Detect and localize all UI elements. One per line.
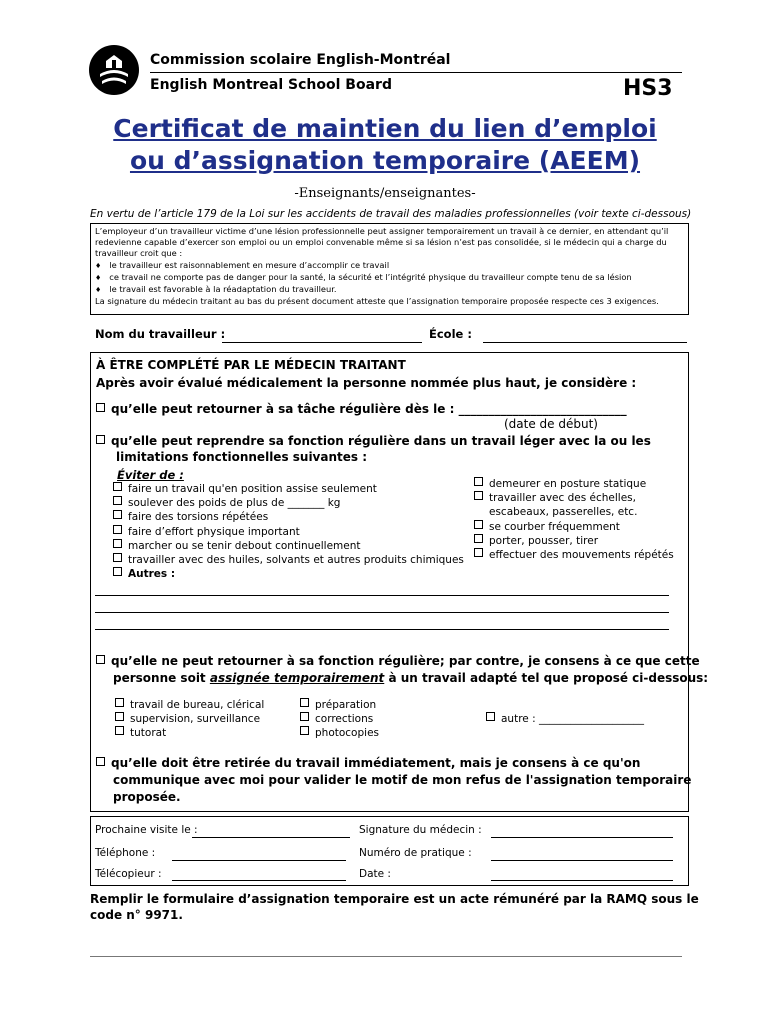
worker-name-field[interactable] bbox=[222, 342, 422, 343]
list-item: supervision, surveillance bbox=[115, 712, 264, 726]
option-return-regular: qu’elle peut retourner à sa tâche régulière dès le : ____________________________ bbox=[96, 402, 627, 416]
list-item: travailler avec des échelles, bbox=[474, 491, 674, 505]
next-visit-field[interactable] bbox=[192, 837, 350, 838]
form-code: HS3 bbox=[623, 76, 673, 101]
subtitle: -Enseignants/enseignantes- bbox=[294, 186, 476, 201]
list-item: se courber fréquemment bbox=[474, 520, 674, 534]
checkbox[interactable] bbox=[113, 567, 122, 576]
signature-label: Signature du médecin : bbox=[359, 824, 482, 836]
checkbox[interactable] bbox=[115, 726, 124, 735]
list-item: Autres : bbox=[113, 567, 464, 581]
checkbox[interactable] bbox=[115, 712, 124, 721]
signature-field[interactable] bbox=[491, 837, 673, 838]
header-rule bbox=[150, 72, 682, 73]
checkbox[interactable] bbox=[96, 655, 105, 664]
date-field[interactable] bbox=[491, 880, 673, 881]
fax-label: Télécopieur : bbox=[95, 868, 162, 880]
option-temporary-assignment: qu’elle ne peut retourner à sa fonction régulière; par contre, je consens à ce que cette personne soit assignée temporairement à un travail adapté tel que proposé ci-dessous: bbox=[96, 653, 708, 687]
phone-label: Téléphone : bbox=[95, 847, 156, 859]
list-item: tutorat bbox=[115, 726, 264, 740]
list-item: effectuer des mouvements répétés bbox=[474, 548, 674, 562]
org-name-fr: Commission scolaire English-Montréal bbox=[150, 52, 451, 68]
date-label: Date : bbox=[359, 868, 391, 880]
checkbox[interactable] bbox=[300, 698, 309, 707]
checkbox[interactable] bbox=[113, 496, 122, 505]
checkbox[interactable] bbox=[474, 520, 483, 529]
list-item: soulever des poids de plus de _______ kg bbox=[113, 496, 464, 510]
bottom-rule bbox=[90, 956, 682, 957]
checkbox[interactable] bbox=[96, 403, 105, 412]
checkbox[interactable] bbox=[474, 548, 483, 557]
intro-paragraph: L’employeur d’un travailleur victime d’une lésion professionnelle peut assigner temporairement un travail à ce dernier, en attendant qu’il redevienne capable d’exercer son emploi ou un emploi convenable même si sa lésion n’est pas consolidée, si le médecin qui a charge du travailleur croit que : bbox=[95, 226, 669, 259]
others-line-2[interactable] bbox=[95, 612, 669, 613]
practice-number-label: Numéro de pratique : bbox=[359, 847, 472, 859]
emphasis-text: assignée temporairement bbox=[209, 671, 385, 685]
checkbox[interactable] bbox=[113, 510, 122, 519]
list-item: porter, pousser, tirer bbox=[474, 534, 674, 548]
list-item: faire d’effort physique important bbox=[113, 525, 464, 539]
list-item: marcher ou se tenir debout continuellement bbox=[113, 539, 464, 553]
org-name-en: English Montreal School Board bbox=[150, 77, 392, 93]
list-item: préparation bbox=[300, 698, 379, 712]
doctor-heading: À ÊTRE COMPLÉTÉ PAR LE MÉDECIN TRAITANT bbox=[96, 358, 406, 372]
checkbox[interactable] bbox=[474, 477, 483, 486]
assign-col-1 bbox=[115, 698, 264, 740]
avoid-left-list bbox=[113, 482, 464, 581]
school-board-logo bbox=[88, 44, 140, 96]
next-visit-label: Prochaine visite le : bbox=[95, 824, 198, 836]
list-item: faire un travail qu'en position assise seulement bbox=[113, 482, 464, 496]
worker-name-label: Nom du travailleur : bbox=[95, 327, 226, 341]
intro-closing: La signature du médecin traitant au bas du présent document atteste que l’assignation temporaire proposée respecte ces 3 exigences. bbox=[95, 296, 659, 307]
list-item-continuation: escabeaux, passerelles, etc. bbox=[489, 506, 638, 519]
checkbox[interactable] bbox=[115, 698, 124, 707]
title-line-2: ou d’assignation temporaire (AEEM) bbox=[129, 146, 641, 175]
list-item: faire des torsions répétées bbox=[113, 510, 464, 524]
checkbox[interactable] bbox=[486, 712, 495, 721]
assign-col-2 bbox=[300, 698, 379, 740]
legal-reference: En vertu de l’article 179 de la Loi sur les accidents de travail des maladies professionnelles (voir texte ci-dessous) bbox=[90, 208, 692, 220]
start-date-note: (date de début) bbox=[504, 417, 598, 431]
list-item: travailler avec des huiles, solvants et autres produits chimiques bbox=[113, 553, 464, 567]
list-item: demeurer en posture statique bbox=[474, 477, 674, 491]
checkbox[interactable] bbox=[300, 726, 309, 735]
avoid-right-list bbox=[474, 477, 674, 562]
checkbox[interactable] bbox=[113, 539, 122, 548]
doctor-section-box bbox=[90, 352, 689, 812]
school-label: École : bbox=[429, 327, 472, 341]
start-date-field[interactable]: ____________________________ bbox=[458, 402, 627, 416]
option-light-work: qu’elle peut reprendre sa fonction régulière dans un travail léger avec la ou les limitations fonctionnelles suivantes : bbox=[96, 433, 651, 465]
intro-bullet: ♦ le travailleur est raisonnablement en mesure d’accomplir ce travail bbox=[95, 259, 390, 270]
intro-bullet: ♦ le travail est favorable à la réadaptation du travailleur. bbox=[95, 284, 337, 295]
assign-other: autre : ____________________ bbox=[486, 712, 644, 725]
checkbox[interactable] bbox=[474, 534, 483, 543]
avoid-label: Éviter de : bbox=[117, 468, 184, 482]
ramq-note: Remplir le formulaire d’assignation temporaire est un acte rémunéré par la RAMQ sous le code n° 9971. bbox=[90, 892, 699, 922]
fax-field[interactable] bbox=[172, 880, 346, 881]
list-item: travail de bureau, clérical bbox=[115, 698, 264, 712]
title-line-1: Certificat de maintien du lien d’emploi bbox=[113, 114, 657, 143]
checkbox[interactable] bbox=[113, 525, 122, 534]
list-item: corrections bbox=[300, 712, 379, 726]
checkbox[interactable] bbox=[96, 757, 105, 766]
intro-bullet: ♦ ce travail ne comporte pas de danger pour la santé, la sécurité et l’intégrité physique du travailleur compte tenu de sa lésion bbox=[95, 271, 632, 282]
checkbox[interactable] bbox=[113, 482, 122, 491]
practice-number-field[interactable] bbox=[491, 860, 673, 861]
checkbox[interactable] bbox=[113, 553, 122, 562]
intro-box bbox=[90, 223, 689, 315]
checkbox[interactable] bbox=[300, 712, 309, 721]
checkbox[interactable] bbox=[96, 435, 105, 444]
phone-field[interactable] bbox=[172, 860, 346, 861]
school-field[interactable] bbox=[483, 342, 687, 343]
list-item: photocopies bbox=[300, 726, 379, 740]
doctor-intro: Après avoir évalué médicalement la personne nommée plus haut, je considère : bbox=[96, 376, 637, 390]
others-line-1[interactable] bbox=[95, 595, 669, 596]
others-line-3[interactable] bbox=[95, 629, 669, 630]
option-withdraw: qu’elle doit être retirée du travail immédiatement, mais je consens à ce qu'on communique avec moi pour valider le motif de mon refus de l'assignation temporaire proposée. bbox=[96, 755, 691, 806]
checkbox[interactable] bbox=[474, 491, 483, 500]
